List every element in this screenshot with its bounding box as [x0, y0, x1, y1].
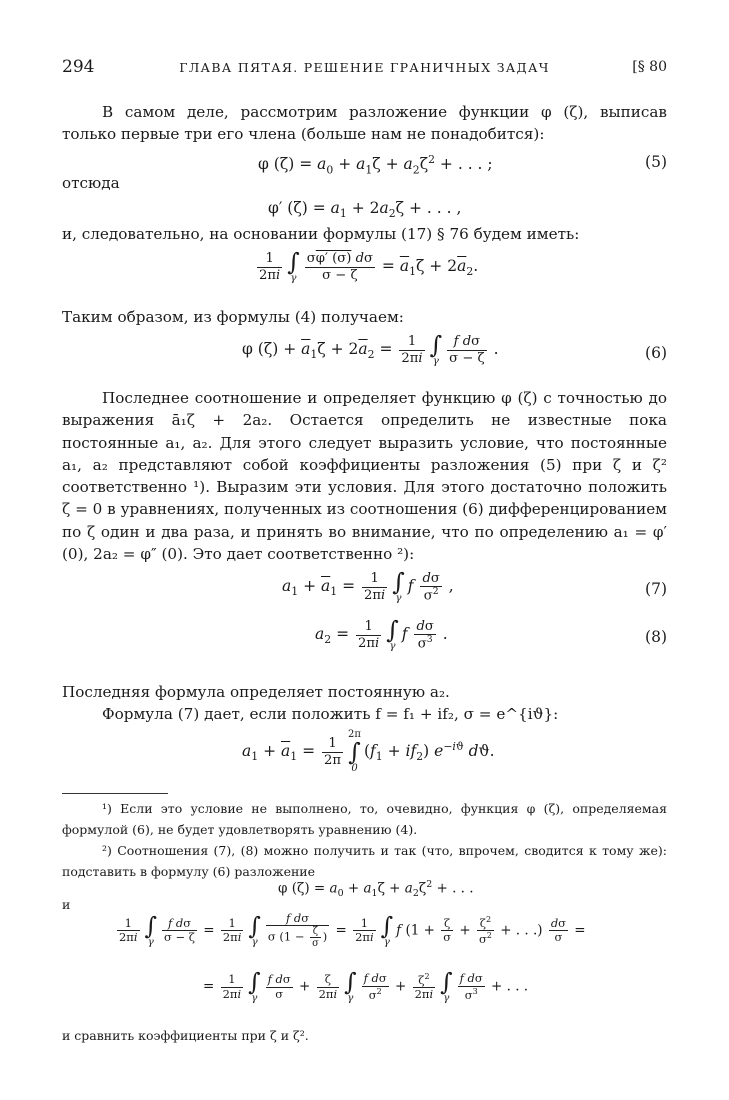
paragraph-1: В самом деле, рассмотрим разложение функции φ (ζ), выписав только первые три его члена (больше нам не понадобится): [62, 103, 667, 144]
running-header [62, 57, 667, 79]
paragraph-6: Формула (7) дает, если положить f = f₁ + if₂, σ = e^{iϑ}: [102, 705, 559, 723]
word-otsyuda: отсюда [62, 174, 120, 192]
footnote-word-i: и [62, 897, 71, 912]
equation-8: $a_2$ = $\frac{1}{2\pi i}$ ∫ γ f $\frac{d\sigma}{\sigma^3}$ . [315, 616, 448, 652]
equation-5-number: (5) [645, 153, 667, 171]
equation-fourier: $a_1 + \overline{a}_1$ = $\frac{1}{2\pi}$ 2π ∫ 0 $(f_1 + if_2)$ $e^{-iϑ}$ dϑ. [242, 729, 495, 774]
equation-8-number: (8) [645, 628, 667, 646]
equation-derivative: φ′ $(\zeta) = a_1 + 2a_2\zeta$ + . . . , [268, 199, 462, 221]
paragraph-4: Последнее соотношение и определяет функцию φ (ζ) с точностью до выражения ā₁ζ + 2a₂. Остается определить не известные пока постоянные a₁, a₂. Для этого следует выразить условие, что постоянные a₁, a₂ представляют собой коэффициенты разложения (5) при ζ и ζ² соответственно ¹). Выразим эти условия. Для этого достаточно положить ζ = 0 в уравнениях, полученных из соотношения (6) дифференцированием по ζ один и два раза, и принять во внимание, что по определению a₁ = φ′ (0), 2a₂ = φ″ (0). Это дает соответственно ²): [62, 389, 667, 564]
footnote-equation-series: φ $(\zeta) = a_0 + a_1\zeta + a_2\zeta^2$ + . . . [278, 879, 474, 900]
equation-5: φ $(\zeta) = a_0 + a_1\zeta + a_2\zeta^2$ + . . . ; [258, 153, 493, 177]
section-reference: [§ 80 [632, 59, 667, 75]
paragraph-5: Последняя формула определяет постоянную a₂. [62, 683, 450, 701]
footnote-equation-line2: = $\frac{1}{2\pi i}$ ∫ γ $\frac{\text{f dσ}}{\sigma}$ + $\frac{\zeta}{2\pi i}$ ∫ γ $\frac{\text{f dσ}}{\sigma^2}$ + $\frac{\zeta^2}{2\pi i}$ ∫ γ $\frac{\text{f dσ}}{\sigma^3}$ + . . . [203, 968, 529, 1004]
chapter-title: ГЛАВА ПЯТАЯ. РЕШЕНИЕ ГРАНИЧНЫХ ЗАДАЧ [179, 60, 550, 75]
paragraph-3: Таким образом, из формулы (4) получаем: [62, 308, 404, 326]
paragraph-2: и, следовательно, на основании формулы (17) § 76 будем иметь: [62, 225, 580, 243]
equation-7-number: (7) [645, 580, 667, 598]
footnote-divider [62, 793, 168, 794]
page-number: 294 [62, 57, 95, 77]
footnote-equation-line1: $\frac{1}{2\pi i}$ ∫ γ $\frac{\text{f dσ}}{\sigma - \zeta}$ = $\frac{1}{2\pi i}$ ∫ γ f dσ σ (1 − $\frac{\zeta}{\sigma}$ ) = $\frac{1}{2\pi i}$ ∫ γ f (1 + $\frac{\zeta}{\sigma}$ + $\frac{\zeta^2}{\sigma^2}$ + . . .) $\frac{d\sigma}{\sigma}$ = [119, 911, 586, 950]
footnote-closing: и сравнить коэффициенты при ζ и ζ². [62, 1028, 309, 1043]
footnote-2: ²) Соотношения (7), (8) можно получить и так (что, впрочем, сводится к тому же): подставить в формулу (6) разложение [62, 843, 667, 879]
equation-cauchy-integral: $\frac{1}{2\pi i}$ ∫ γ $\frac{\sigma\varphi' (\sigma) d\sigma}{\sigma - \zeta}$ = $\overline{a}_1\zeta + 2\overline{a}_2$. [259, 248, 479, 284]
equation-7: $a_1 + \overline{a}_1$ = $\frac{1}{2\pi i}$ ∫ γ f $\frac{d\sigma}{\sigma^2}$ , [282, 568, 454, 604]
equation-6: φ $(\zeta) + \overline{a}_1\zeta + 2\overline{a}_2$ = $\frac{1}{2\pi i}$ ∫ γ $\frac{\text{f dσ}}{\sigma - \zeta}$ . [242, 331, 499, 367]
footnote-1: ¹) Если это условие не выполнено, то, очевидно, функция φ (ζ), определяемая формулой (6), не будет удовлетворять уравнению (4). [62, 801, 667, 837]
equation-6-number: (6) [645, 344, 667, 362]
